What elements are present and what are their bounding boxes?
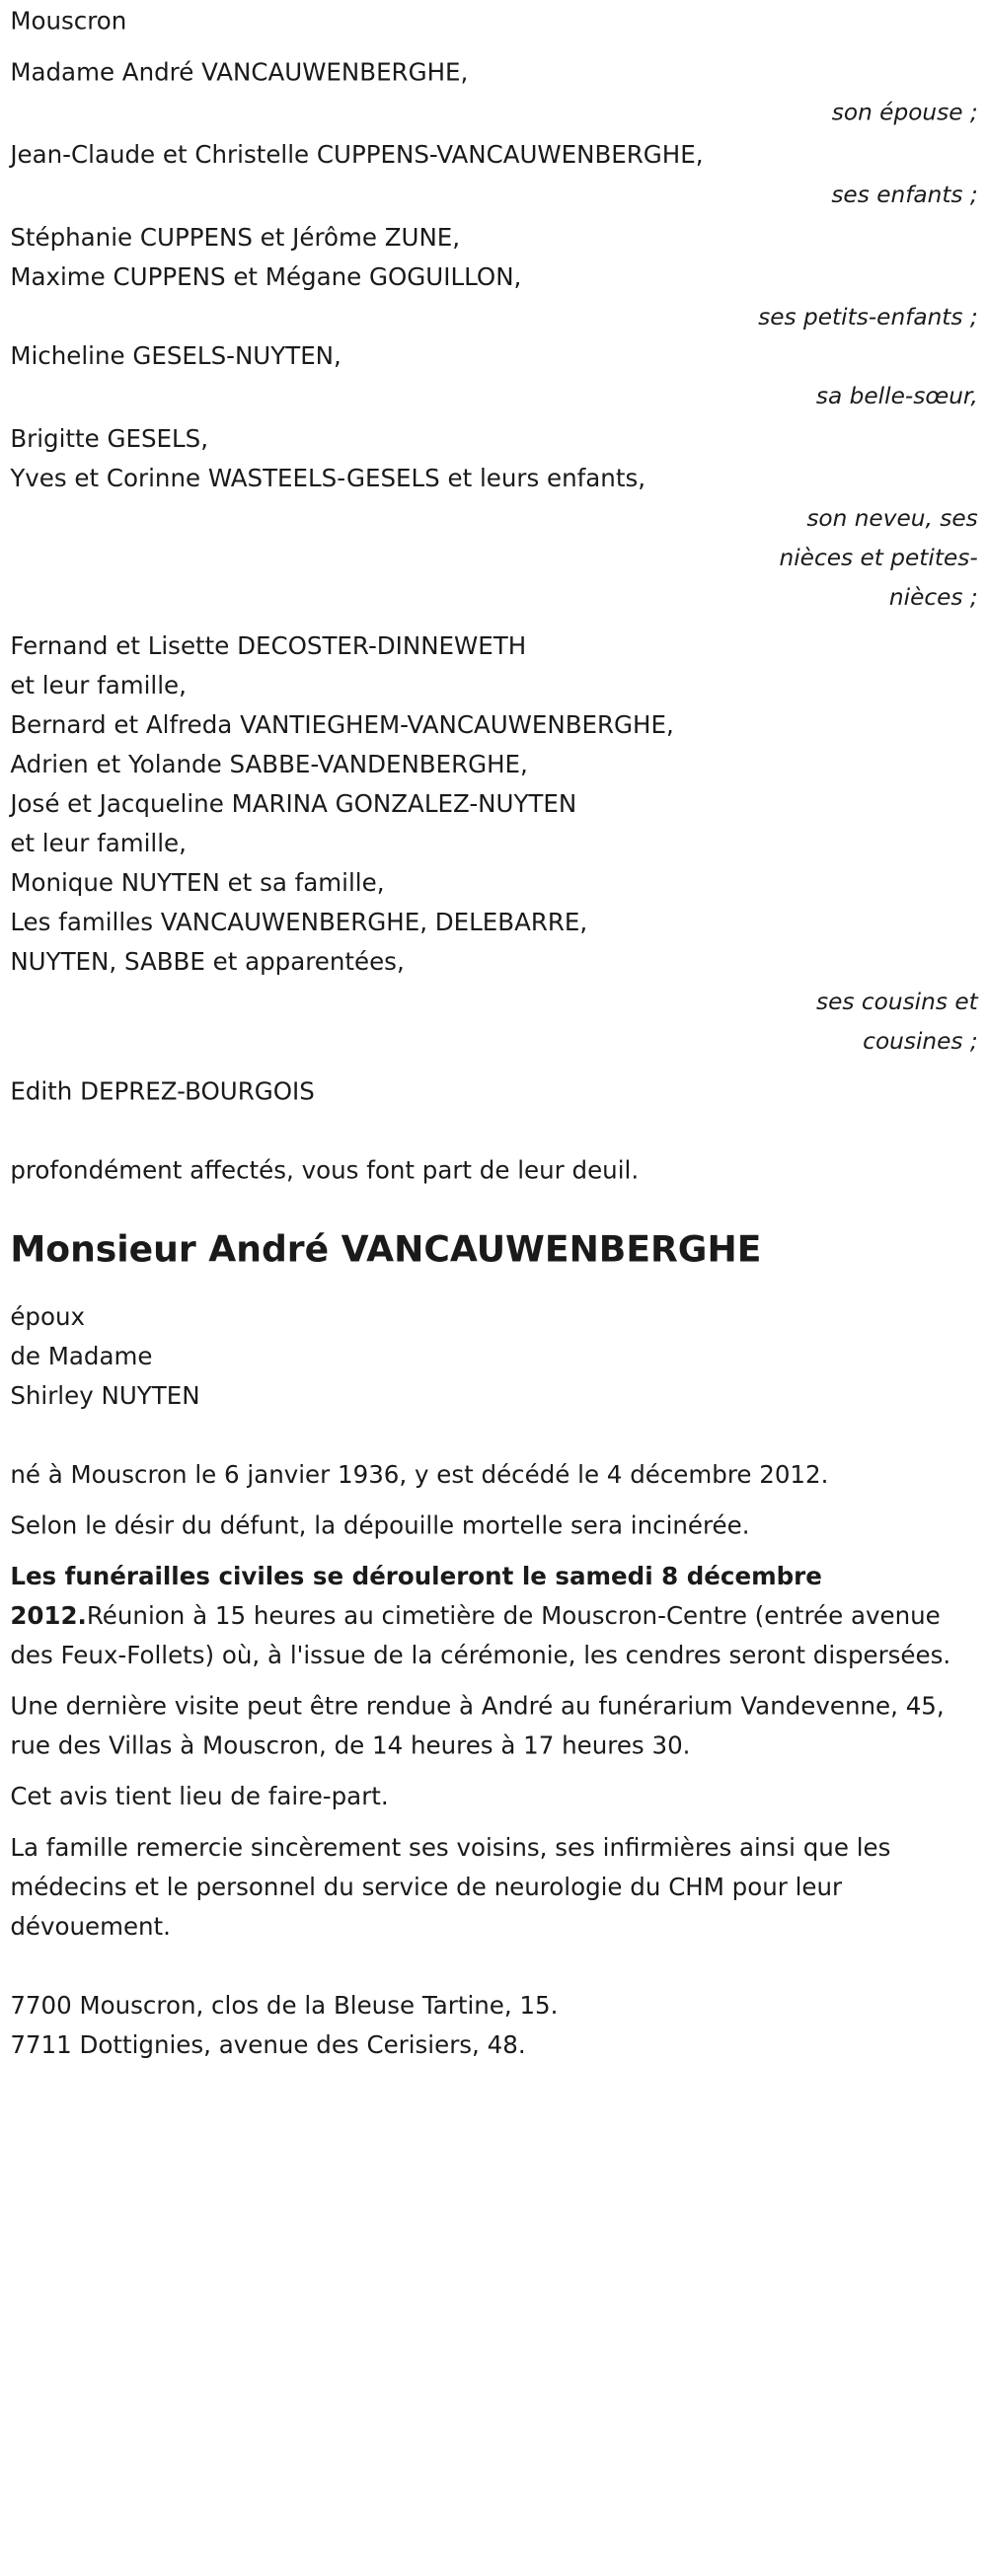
funeral-date: Les funérailles civiles se dérouleront le samedi 8 décembre 2012. xyxy=(10,1563,822,1631)
funeral-paragraph xyxy=(10,1558,977,1676)
nephews-role-2: nièces et petites- xyxy=(779,545,978,572)
list-item: José et Jacqueline MARINA GONZALEZ-NUYTEN xyxy=(10,790,577,819)
list-item: NUYTEN, SABBE et apparentées, xyxy=(10,948,405,977)
list-item: Bernard et Alfreda VANTIEGHEM-VANCAUWENBERGHE, xyxy=(10,711,674,740)
nephews-line-1: Brigitte GESELS, xyxy=(10,424,209,454)
obituary-text xyxy=(10,0,977,2066)
addresses xyxy=(10,1987,977,2066)
list-item: Monique NUYTEN et sa famille, xyxy=(10,869,385,898)
deceased-title: Monsieur André VANCAUWENBERGHE xyxy=(10,1227,762,1271)
address: 7711 Dottignies, avenue des Cerisiers, 48. xyxy=(10,2030,526,2060)
spouse-of-line: époux xyxy=(10,1302,86,1332)
list-item: et leur famille, xyxy=(10,672,187,700)
funeral-details: Réunion à 15 heures au cimetière de Mouscron-Centre (entrée avenue des Feux-Follets) où, à l'issue de la cérémonie, les cendres seront dispersées. xyxy=(10,1602,951,1670)
nephews-line-2: Yves et Corinne WASTEELS-GESELS et leurs enfants, xyxy=(10,464,646,493)
children-role: ses enfants ; xyxy=(831,182,978,209)
cousins-role-1: ses cousins et xyxy=(816,989,978,1016)
spouse-role: son épouse ; xyxy=(831,99,978,126)
sister-in-law-role: sa belle-sœur, xyxy=(815,383,978,410)
list-item: Adrien et Yolande SABBE-VANDENBERGHE, xyxy=(10,751,528,779)
announcement: profondément affectés, vous font part de leur deuil. xyxy=(10,1156,640,1185)
spouse-of-line: de Madame xyxy=(10,1342,153,1371)
nephews-role-3: nièces ; xyxy=(888,584,978,612)
birth-death: né à Mouscron le 6 janvier 1936, y est décédé le 4 décembre 2012. xyxy=(10,1460,829,1490)
cremation-wish: Selon le désir du défunt, la dépouille mortelle sera incinérée. xyxy=(10,1511,750,1540)
grandchildren-line-1: Stéphanie CUPPENS et Jérôme ZUNE, xyxy=(10,224,461,253)
grandchildren-line-2: Maxime CUPPENS et Mégane GOGUILLON, xyxy=(10,263,522,292)
spouse-of-line: Shirley NUYTEN xyxy=(10,1381,200,1411)
list-item: Fernand et Lisette DECOSTER-DINNEWETH xyxy=(10,632,527,661)
spouse-name: Madame André VANCAUWENBERGHE, xyxy=(10,58,469,87)
visit-info: Une dernière visite peut être rendue à André au funérarium Vandevenne, 45, rue des Villas à Mouscron, de 14 heures à 17 heures 30. xyxy=(10,1692,945,1761)
place: Mouscron xyxy=(10,7,127,37)
other-relative: Edith DEPREZ-BOURGOIS xyxy=(10,1077,315,1107)
sister-in-law-name: Micheline GESELS-NUYTEN, xyxy=(10,342,342,371)
cousins-role-2: cousines ; xyxy=(863,1028,978,1056)
nephews-role-1: son neveu, ses xyxy=(806,505,978,533)
spouse-of xyxy=(10,1298,977,1417)
list-item: Les familles VANCAUWENBERGHE, DELEBARRE, xyxy=(10,909,588,937)
cousins-list xyxy=(10,627,977,983)
address: 7700 Mouscron, clos de la Bleuse Tartine, 15. xyxy=(10,1991,559,2021)
grandchildren-role: ses petits-enfants ; xyxy=(758,304,978,331)
children-name: Jean-Claude et Christelle CUPPENS-VANCAUWENBERGHE, xyxy=(10,141,704,170)
list-item: et leur famille, xyxy=(10,830,187,858)
thanks: La famille remercie sincèrement ses voisins, ses infirmières ainsi que les médecins et le personnel du service de neurologie du CHM pour leur dévouement. xyxy=(10,1833,891,1942)
notice: Cet avis tient lieu de faire-part. xyxy=(10,1783,389,1811)
